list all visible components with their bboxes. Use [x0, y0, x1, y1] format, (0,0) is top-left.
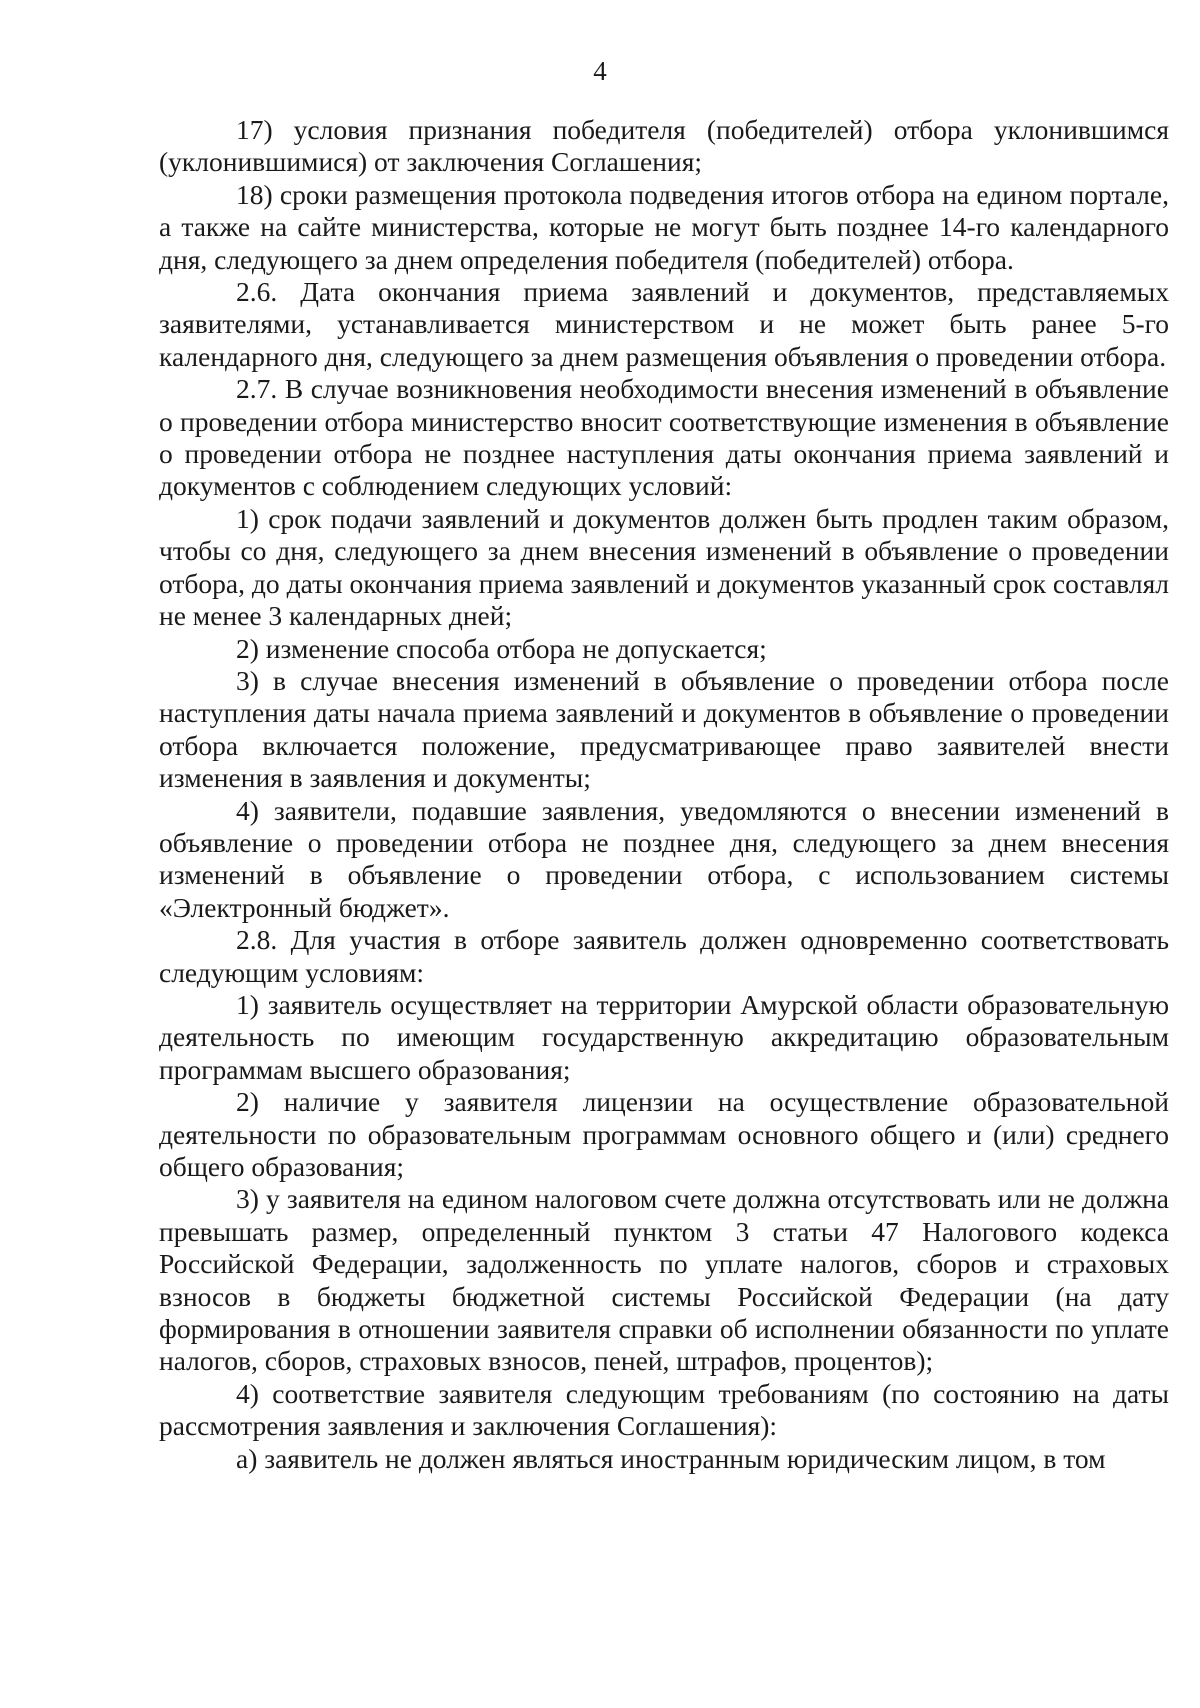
list-item-2-method-unchanged: 2) изменение способа отбора не допускается;: [236, 632, 767, 664]
list-item-4-requirements: 4) соответствие заявителя следующим требованиям (по состоянию на даты рассмотрения заявления и заключения Соглашения):: [159, 1377, 1169, 1442]
list-item-3-applicant-rights: 3) в случае внесения изменений в объявление о проведении отбора после наступления даты начала приема заявлений и документов в объявление о проведении отбора включается положение, предусматривающее право заявителей внести изменения в заявления и документы;: [159, 664, 1169, 794]
paragraph-17-evasion-conditions: 17) условия признания победителя (победителей) отбора уклонившимся (уклонившимися) от заключения Соглашения;: [159, 114, 1169, 178]
list-item-1-extend-deadline: 1) срок подачи заявлений и документов должен быть продлен таким образом, чтобы со дня, следующего за днем внесения изменений в объявление о проведении отбора, до даты окончания приема заявлений и документов указанный срок составлял не менее 3 календарных дней;: [159, 502, 1169, 632]
document-body: [159, 114, 1169, 1475]
page-number: 4: [593, 56, 607, 86]
list-item-3-tax-debt: 3) у заявителя на едином налоговом счете должна отсутствовать или не должна превышать размер, определенный пунктом 3 статьи 47 Налогового кодекса Российской Федерации, задолженность по уплате налогов, сборов и страховых взносов в бюджеты бюджетной системы Российской Федерации (на дату формирования в отношении заявителя справки об исполнении обязанности по уплате налогов, сборов, страховых взносов, пеней, штрафов, процентов);: [159, 1183, 1169, 1377]
paragraph-2-8-participation-conditions: 2.8. Для участия в отборе заявитель должен одновременно соответствовать следующим условиям:: [159, 924, 1169, 988]
list-item-2-license: 2) наличие у заявителя лицензии на осуществление образовательной деятельности по образовательным программам основного общего и (или) среднего общего образования;: [159, 1086, 1169, 1182]
list-item-a-foreign-entity: а) заявитель не должен являться иностранным юридическим лицом, в том: [236, 1442, 1106, 1474]
list-item-1-educational-activity: 1) заявитель осуществляет на территории Амурской области образовательную деятельность по имеющим государственную аккредитацию образовательным программам высшего образования;: [159, 988, 1169, 1085]
paragraph-2-7-announcement-changes: 2.7. В случае возникновения необходимости внесения изменений в объявление о проведении отбора министерство вносит соответствующие изменения в объявление о проведении отбора не позднее наступления даты окончания приема заявлений и документов с соблюдением следующих условий:: [159, 373, 1169, 502]
paragraph-2-6-submission-end-date: 2.6. Дата окончания приема заявлений и документов, представляемых заявителями, устанавливается министерством и не может быть ранее 5-го календарного дня, следующего за днем размещения объявления о проведении отбора.: [159, 276, 1169, 372]
list-item-4-notification: 4) заявители, подавшие заявления, уведомляются о внесении изменений в объявление о проведении отбора не позднее дня, следующего за днем внесения изменений в объявление о проведении отбора, с использованием системы «Электронный бюджет».: [159, 794, 1169, 923]
paragraph-18-protocol-deadlines: 18) сроки размещения протокола подведения итогов отбора на едином портале, а также на сайте министерства, которые не могут быть позднее 14-го календарного дня, следующего за днем определения победителя (победителей) отбора.: [159, 178, 1169, 275]
